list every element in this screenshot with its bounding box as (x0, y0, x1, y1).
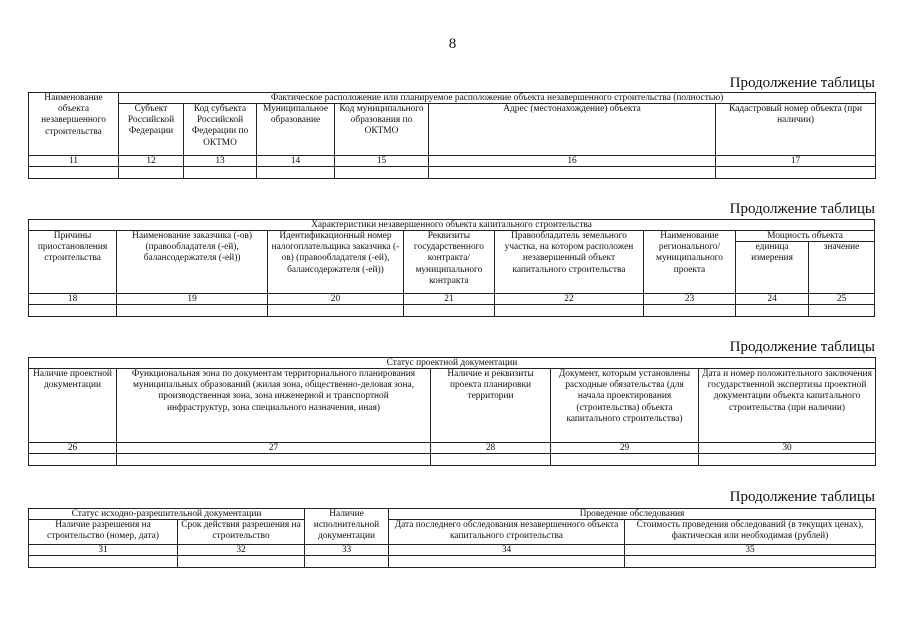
header-permit-term: Срок действия разрешения на строительство (178, 520, 305, 545)
header-municipal-code: Код муниципального образования по ОКТМО (335, 104, 429, 156)
header-survey-cost: Стоимость проведения обследований (в текущих ценах), фактическая или необходимая (рублей) (625, 520, 876, 545)
column-number: 26 (29, 443, 117, 454)
empty-row (29, 556, 876, 568)
empty-cell (699, 454, 876, 466)
column-number: 23 (643, 294, 735, 305)
continuation-label-1: Продолжение таблицы (729, 75, 875, 91)
column-number: 19 (117, 294, 268, 305)
header-inn: Идентификационный номер налогоплательщика заказчика (-ов) (правообладателя (-ей), балансодержателя (-ей)) (268, 231, 404, 294)
column-number: 12 (119, 156, 184, 167)
header-permit-group: Статус исходно-разрешительной документации (29, 509, 305, 520)
table-characteristics (28, 219, 875, 317)
empty-cell (389, 556, 625, 568)
empty-cell (716, 167, 876, 179)
column-number: 31 (29, 545, 178, 556)
header-survey-date: Дата последнего обследования незавершенного объекта капитального строительства (389, 520, 625, 545)
column-number: 34 (389, 545, 625, 556)
column-number: 21 (403, 294, 494, 305)
empty-cell (268, 305, 404, 317)
table-project-docs (28, 357, 876, 466)
empty-cell (29, 167, 119, 179)
column-number: 25 (809, 294, 875, 305)
continuation-label-4: Продолжение таблицы (729, 489, 875, 505)
column-number: 24 (736, 294, 809, 305)
empty-cell (29, 454, 117, 466)
column-numbers-row (29, 545, 876, 556)
header-permit: Наличие разрешения на строительство (номер, дата) (29, 520, 178, 545)
empty-cell (643, 305, 735, 317)
empty-row (29, 454, 876, 466)
column-number: 14 (257, 156, 335, 167)
column-number: 27 (117, 443, 431, 454)
empty-cell (29, 305, 117, 317)
empty-row (29, 305, 875, 317)
column-numbers-row (29, 156, 876, 167)
header-expertise: Дата и номер положительного заключения государственной экспертизы проектной документации объекта капитального строительства (при наличии) (699, 369, 876, 443)
column-number: 33 (305, 545, 389, 556)
header-subject: Субъект Российской Федерации (119, 104, 184, 156)
table-location (28, 92, 876, 179)
column-number: 11 (29, 156, 119, 167)
continuation-label-3: Продолжение таблицы (729, 339, 875, 355)
header-object-name: Наименование объекта незавершенного строительства (29, 93, 119, 156)
column-number: 20 (268, 294, 404, 305)
header-subject-code: Код субъекта Российской Федерации по ОКТМО (184, 104, 257, 156)
empty-cell (809, 305, 875, 317)
empty-cell (305, 556, 389, 568)
column-numbers-row (29, 443, 876, 454)
header-land-owner: Правообладатель земельного участка, на котором расположен незавершенный объект капитального строительства (494, 231, 643, 294)
header-exec-docs: Наличие исполнительной документации (305, 509, 389, 545)
header-characteristics-group: Характеристики незавершенного объекта капитального строительства (29, 220, 875, 231)
empty-cell (494, 305, 643, 317)
column-number: 13 (184, 156, 257, 167)
header-project-docs-group: Статус проектной документации (29, 358, 876, 369)
header-municipal: Муниципальное образование (257, 104, 335, 156)
header-cadastral: Кадастровый номер объекта (при наличии) (716, 104, 876, 156)
header-address: Адрес (местонахождение) объекта (429, 104, 716, 156)
page-number: 8 (448, 36, 457, 52)
column-number: 35 (625, 545, 876, 556)
column-number: 32 (178, 545, 305, 556)
header-has-docs: Наличие проектной документации (29, 369, 117, 443)
header-unit: единица измерения (736, 242, 809, 294)
header-reasons: Причины приостановления строительства (29, 231, 117, 294)
header-project-name: Наименование регионального/ муниципального проекта (643, 231, 735, 294)
header-capacity: Мощность объекта (736, 231, 875, 242)
header-value: значение (809, 242, 875, 294)
empty-cell (429, 167, 716, 179)
empty-cell (257, 167, 335, 179)
column-number: 16 (429, 156, 716, 167)
empty-cell (736, 305, 809, 317)
empty-cell (178, 556, 305, 568)
empty-cell (29, 556, 178, 568)
column-numbers-row (29, 294, 875, 305)
header-zone: Функциональная зона по документам территориального планирования муниципальных образований (жилая зона, общественно-деловая зона, производственная зона, зона инженерной и транспортной инфраструктур, зона специального назначения, иная) (117, 369, 431, 443)
empty-row (29, 167, 876, 179)
empty-cell (431, 454, 551, 466)
column-number: 18 (29, 294, 117, 305)
column-number: 30 (699, 443, 876, 454)
header-planning: Наличие и реквизиты проекта планировки территории (431, 369, 551, 443)
continuation-label-2: Продолжение таблицы (729, 201, 875, 217)
empty-cell (625, 556, 876, 568)
empty-cell (117, 454, 431, 466)
empty-cell (551, 454, 699, 466)
header-document: Документ, которым установлены расходные обязательства (для начала проектирования (строительства) объекта капитального строительства) (551, 369, 699, 443)
column-number: 28 (431, 443, 551, 454)
column-number: 17 (716, 156, 876, 167)
table-permits-survey (28, 508, 876, 568)
empty-cell (184, 167, 257, 179)
column-number: 15 (335, 156, 429, 167)
header-location-group: Фактическое расположение или планируемое расположение объекта незавершенного строительства (полностью) (119, 93, 876, 104)
column-number: 29 (551, 443, 699, 454)
column-number: 22 (494, 294, 643, 305)
empty-cell (403, 305, 494, 317)
header-customer: Наименование заказчика (-ов) (правообладателя (-ей), балансодержателя (-ей)) (117, 231, 268, 294)
empty-cell (117, 305, 268, 317)
header-survey-group: Проведение обследования (389, 509, 876, 520)
empty-cell (119, 167, 184, 179)
header-contract: Реквизиты государственного контракта/ муниципального контракта (403, 231, 494, 294)
empty-cell (335, 167, 429, 179)
